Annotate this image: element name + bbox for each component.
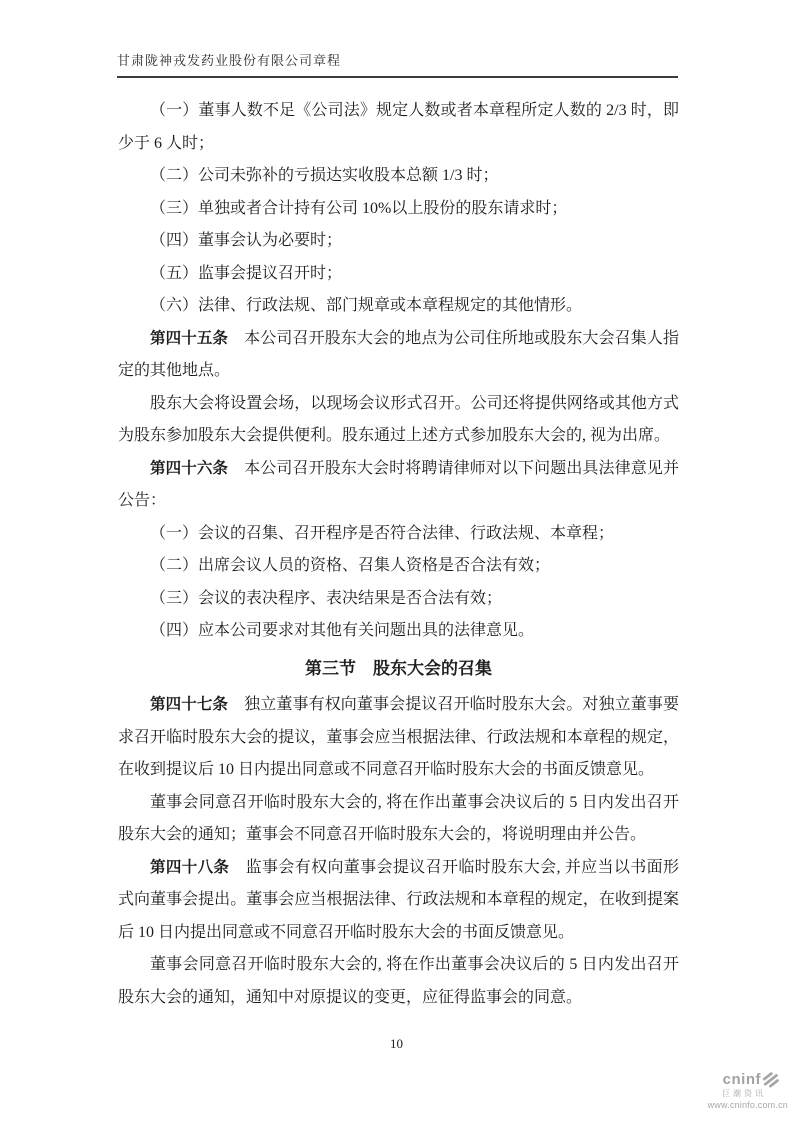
paragraph: （一）董事人数不足《公司法》规定人数或者本章程所定人数的 2/3 时，即少于 6 人时； [118,102,679,152]
paragraph: （一）会议的召集、召开程序是否符合法律、行政法规、本章程； [150,524,615,542]
cninfo-brand-text: cninf [722,1070,761,1088]
paragraph: 董事会同意召开临时股东大会的, 将在作出董事会决议后的 5 日内发出召开股东大会的通知，通知中对原提议的变更，应征得监事会的同意。 [118,956,679,1006]
article-number: 第四十六条 [150,459,229,477]
paragraph: （四）应本公司要求对其他有关问题出具的法律意见。 [150,622,535,639]
section-heading: 第三节 股东大会的召集 [305,658,492,678]
paragraph: （四）董事会认为必要时； [150,232,343,249]
document-header [117,50,678,78]
paragraph: 董事会同意召开临时股东大会的, 将在作出董事会决议后的 5 日内发出召开股东大会的通知；董事会不同意召开临时股东大会的，将说明理由并公告。 [118,793,679,843]
paragraph: （三）会议的表决程序、表决结果是否合法有效； [150,589,503,607]
paragraph: （六）法律、行政法规、部门规章或本章程规定的其他情形。 [150,297,583,314]
article-number: 第四十五条 [150,329,229,347]
header-title: 甘肃陇神戎发药业股份有限公司章程 [117,53,342,68]
paragraph: 第四十六条 本公司召开股东大会时将聘请律师对以下问题出具法律意见并公告： [118,459,679,509]
paragraph: 股东大会将设置会场，以现场会议形式召开。公司还将提供网络或其他方式为股东参加股东大会提供便利。股东通过上述方式参加股东大会的, 视为出席。 [118,394,679,444]
paragraph: 第四十七条 独立董事有权向董事会提议召开临时股东大会。对独立董事要求召开临时股东大会的提议，董事会应当根据法律、行政法规和本章程的规定，在收到提议后 10 日内提出同意或不同意召开临时股东大会的书面反馈意见。 [118,696,679,778]
paragraph: 第四十五条 本公司召开股东大会的地点为公司住所地或股东大会召集人指定的其他地点。 [118,329,679,379]
paragraph: （三）单独或者合计持有公司 10%以上股份的股东请求时； [150,199,568,217]
cninfo-url: www.cninfo.com.cn [707,1099,788,1110]
paragraph: （二）公司未弥补的亏损达实收股本总额 1/3 时； [150,167,499,184]
cninfo-logo [698,1071,790,1111]
cninfo-globe-icon [762,1071,780,1089]
cninfo-brand-row [698,1071,790,1089]
paragraph: （五）监事会提议召开时； [150,264,343,282]
cninfo-chinese-name: 巨潮资讯 [722,1089,766,1098]
article-number: 第四十七条 [150,696,229,713]
article-number: 第四十八条 [150,858,230,876]
page-number: 10 [390,1036,403,1051]
paragraph: 第四十八条 监事会有权向董事会提议召开临时股东大会, 并应当以书面形式向董事会提出。董事会应当根据法律、行政法规和本章程的规定，在收到提案后 10 日内提出同意或不同意召开临时股东大会的书面反馈意见。 [118,858,679,941]
paragraph: （二）出席会议人员的资格、召集人资格是否合法有效； [150,557,551,574]
document-body [118,95,679,1014]
